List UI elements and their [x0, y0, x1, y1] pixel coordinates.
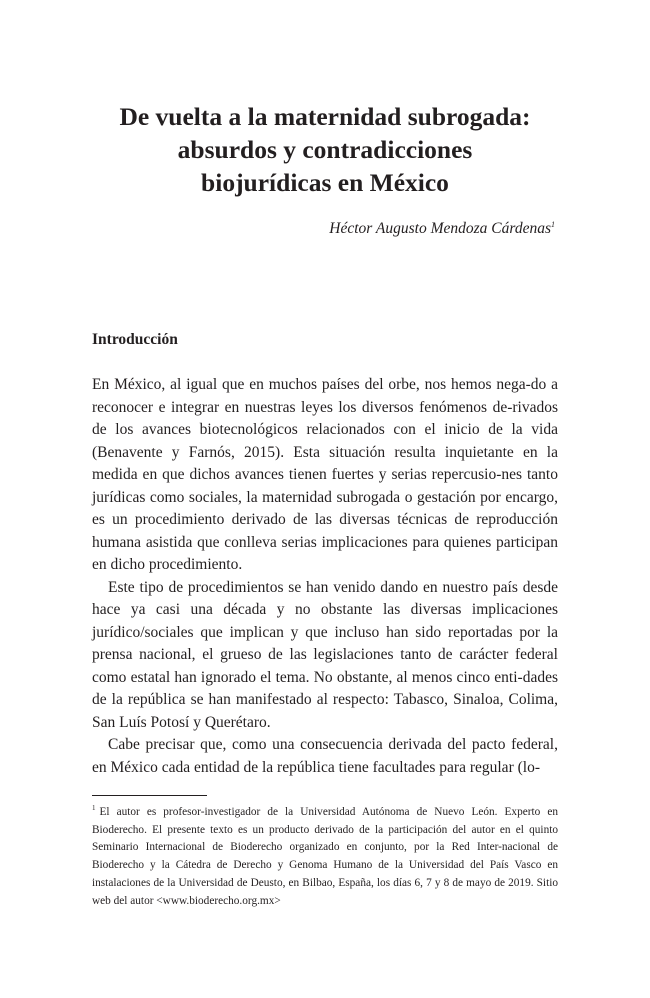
author-footnote-mark[interactable]: 1: [551, 219, 555, 229]
footnote-mark: 1: [92, 804, 96, 813]
author-byline: [329, 219, 555, 239]
author-name: Héctor Augusto Mendoza Cárdenas: [329, 220, 551, 237]
footnote: [92, 804, 558, 910]
document-title: [60, 100, 590, 199]
title-line-2: absurdos y contradicciones: [177, 135, 473, 164]
footnote-divider: [92, 795, 207, 796]
footnote-text: El autor es profesor-investigador de la Universidad Autónoma de Nuevo León. Experto en Bioderecho. El presente texto es un producto derivado de la participación del autor en el quinto Seminario Internacional de Bioderecho organizado en conjunto, por la Red Inter-nacional de Bioderecho y la Cátedra de Derecho y Genoma Humano de la Universidad del País Vasco en instalaciones de la Universidad de Deusto, en Bilbao, España, los días 6, 7 y 8 de mayo de 2019. Sitio web del autor <www.bioderecho.org.mx>: [92, 806, 558, 907]
paragraph-3: Cabe precisar que, como una consecuencia derivada del pacto federal, en México cada entidad de la república tiene facultades para regular (lo-: [92, 736, 558, 776]
title-line-1: De vuelta a la maternidad subrogada:: [119, 102, 531, 131]
paragraph-2: Este tipo de procedimientos se han venido dando en nuestro país desde hace ya casi una década y no obstante las diversas implicaciones jurídico/sociales que implican y que incluso han sido reportadas por la prensa nacional, el grueso de las legislaciones tanto de carácter federal como estatal han ignorado el tema. No obstante, al menos cinco enti-dades de la república se han manifestado al respecto: Tabasco, Sinaloa, Colima, San Luís Potosí y Querétaro.: [92, 578, 558, 731]
title-line-3: biojurídicas en México: [201, 168, 449, 197]
paragraph-1: En México, al igual que en muchos países del orbe, nos hemos nega-do a reconocer e integrar en nuestras leyes los diversos fenómenos de-rivados de los avances biotecnológicos relacionados con el inicio de la vida (Benavente y Farnós, 2015). Esta situación resulta inquietante en la medida en que dichos avances tienen fuertes y serias repercusio-nes tanto jurídicas como sociales, la maternidad subrogada o gestación por encargo, es un procedimiento derivado de las diversas técnicas de reproducción humana asistida que conlleva serias implicaciones para quienes participan en dicho procedimiento.: [92, 376, 558, 573]
section-heading: Introducción: [92, 331, 178, 348]
body-text: [92, 374, 558, 779]
